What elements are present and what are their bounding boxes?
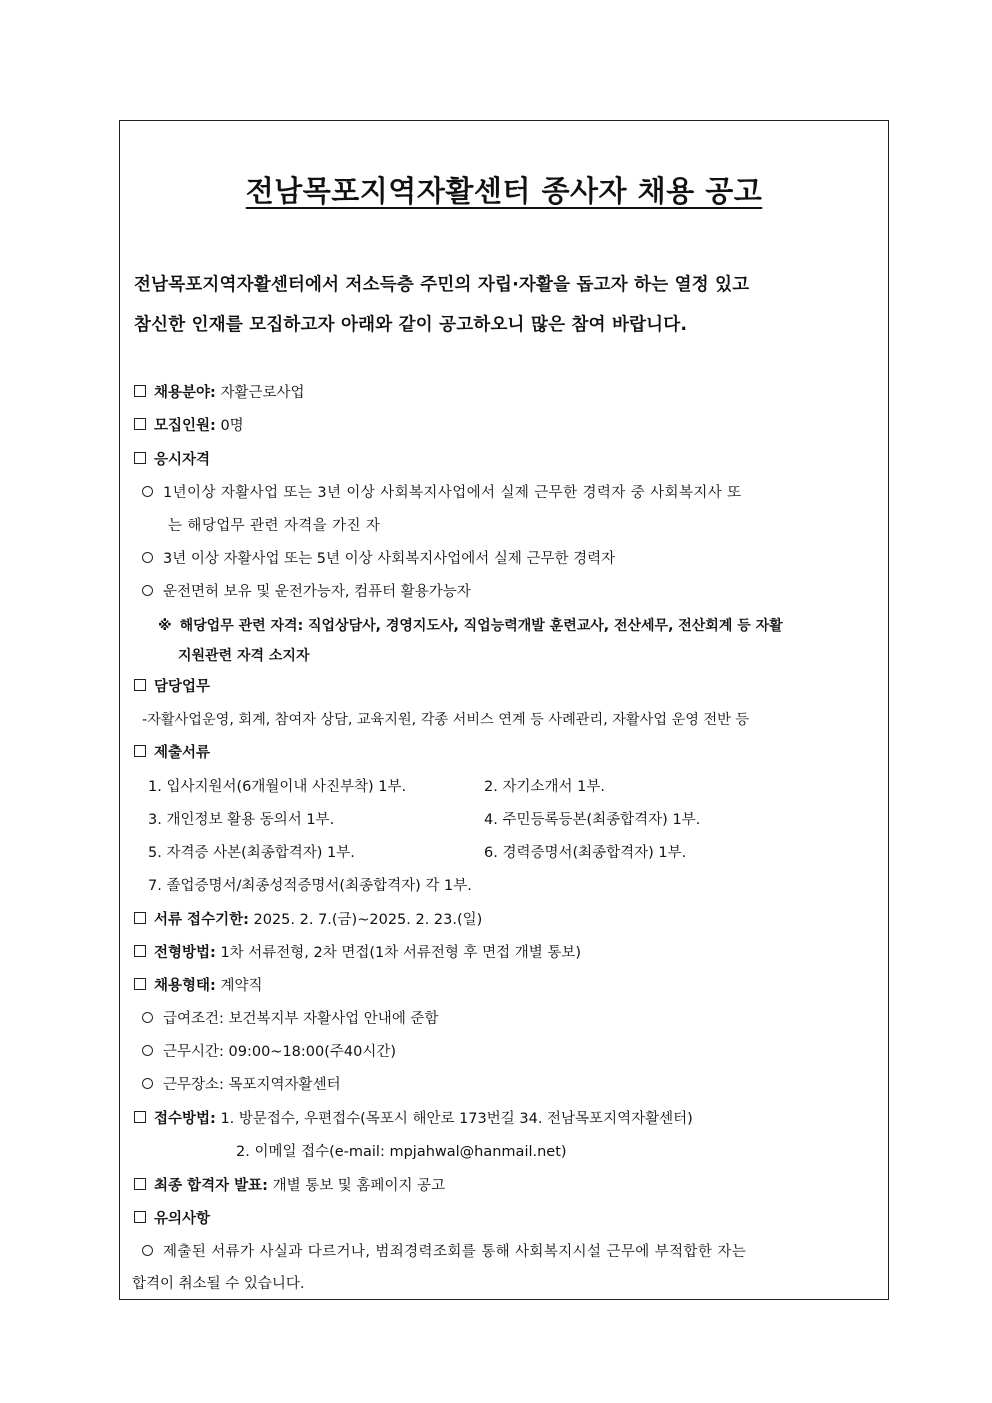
checkbox-square-icon: [134, 385, 146, 397]
checkbox-square-icon: [134, 1178, 146, 1190]
checkbox-square-icon: [134, 1211, 146, 1223]
doc-item-6: 6. 경력증명서(최종합격자) 1부.: [484, 845, 687, 861]
doc-item-1: 1. 입사지원서(6개월이내 사진부착) 1부.: [148, 779, 407, 795]
checkbox-square-icon: [134, 452, 146, 464]
pay-condition: 급여조건: 보건복지부 자활사업 안내에 준함: [142, 1008, 438, 1030]
field-row: 채용분야: 자활근로사업: [134, 382, 304, 404]
checkbox-square-icon: [134, 945, 146, 957]
intro-paragraph: [134, 265, 874, 345]
apply-row: 접수방법: 1. 방문접수, 우편접수(목포시 해안로 173번길 34. 전남목포지역자활센터): [134, 1108, 693, 1130]
work-hours: 근무시간: 09:00~18:00(주40시간): [142, 1041, 396, 1063]
doc-item-5: 5. 자격증 사본(최종합격자) 1부.: [148, 845, 355, 861]
circle-bullet-icon: [142, 1012, 153, 1023]
docs-heading: 제출서류: [134, 742, 210, 764]
qualification-item-1: 1년이상 자활사업 또는 3년 이상 사회복지사업에서 실제 근무한 경력자 중 사회복지사 또: [142, 482, 742, 504]
circle-bullet-icon: [142, 1078, 153, 1089]
circle-bullet-icon: [142, 585, 153, 596]
reference-mark: ※: [158, 618, 172, 634]
intro-line-2: 참신한 인재를 모집하고자 아래와 같이 공고하오니 많은 참여 바랍니다.: [134, 315, 688, 335]
checkbox-square-icon: [134, 679, 146, 691]
doc-item-4: 4. 주민등록등본(최종합격자) 1부.: [484, 812, 701, 828]
type-row: 채용형태: 계약직: [134, 975, 262, 997]
duty-value: -자활사업운영, 회계, 참여자 상담, 교육지원, 각종 서비스 연계 등 사례관리, 자활사업 운영 전반 등: [142, 712, 750, 728]
checkbox-square-icon: [134, 978, 146, 990]
notice-item-1: 제출된 서류가 사실과 다르거나, 범죄경력조회를 통해 사회복지시설 근무에 부적합한 자는: [142, 1241, 746, 1263]
notice-item-1-cont: 합격이 취소될 수 있습니다.: [132, 1276, 305, 1292]
checkbox-square-icon: [134, 745, 146, 757]
process-row: 전형방법: 1차 서류전형, 2차 면접(1차 서류전형 후 면접 개별 통보): [134, 942, 581, 964]
doc-item-2: 2. 자기소개서 1부.: [484, 779, 605, 795]
qualification-note: ※ 해당업무 관련 자격: 직업상담사, 경영지도사, 직업능력개발 훈련교사, 전산세무, 전산회계 등 자활: [158, 618, 783, 634]
notice-frame: [119, 120, 889, 1300]
circle-bullet-icon: [142, 486, 153, 497]
notice-heading: 유의사항: [134, 1208, 210, 1230]
circle-bullet-icon: [142, 1245, 153, 1256]
qualification-heading: 응시자격: [134, 449, 210, 471]
intro-line-1: 전남목포지역자활센터에서 저소득층 주민의 자립·자활을 돕고자 하는 열정 있고: [134, 275, 750, 295]
period-row: 서류 접수기한: 2025. 2. 7.(금)~2025. 2. 23.(일): [134, 909, 482, 931]
page-title: 전남목포지역자활센터 종사자 채용 공고: [245, 174, 763, 208]
doc-item-3: 3. 개인정보 활용 동의서 1부.: [148, 812, 335, 828]
circle-bullet-icon: [142, 552, 153, 563]
qualification-item-2: 3년 이상 자활사업 또는 5년 이상 사회복지사업에서 실제 근무한 경력자: [142, 548, 615, 570]
apply-method-2: 2. 이메일 접수(e-mail: mpjahwal@hanmail.net): [236, 1144, 567, 1160]
doc-item-7: 7. 졸업증명서/최종성적증명서(최종합격자) 각 1부.: [148, 878, 472, 894]
qualification-item-3: 운전면허 보유 및 운전가능자, 컴퓨터 활용가능자: [142, 581, 471, 603]
duty-heading: 담당업무: [134, 676, 210, 698]
circle-bullet-icon: [142, 1045, 153, 1056]
count-row: 모집인원: 0명: [134, 415, 244, 437]
checkbox-square-icon: [134, 912, 146, 924]
work-place: 근무장소: 목포지역자활센터: [142, 1074, 341, 1096]
result-row: 최종 합격자 발표: 개별 통보 및 홈페이지 공고: [134, 1175, 445, 1197]
qualification-item-1-cont: 는 해당업무 관련 자격을 가진 자: [168, 518, 381, 534]
qualification-note-cont: 지원관련 자격 소지자: [178, 648, 310, 664]
checkbox-square-icon: [134, 418, 146, 430]
checkbox-square-icon: [134, 1111, 146, 1123]
